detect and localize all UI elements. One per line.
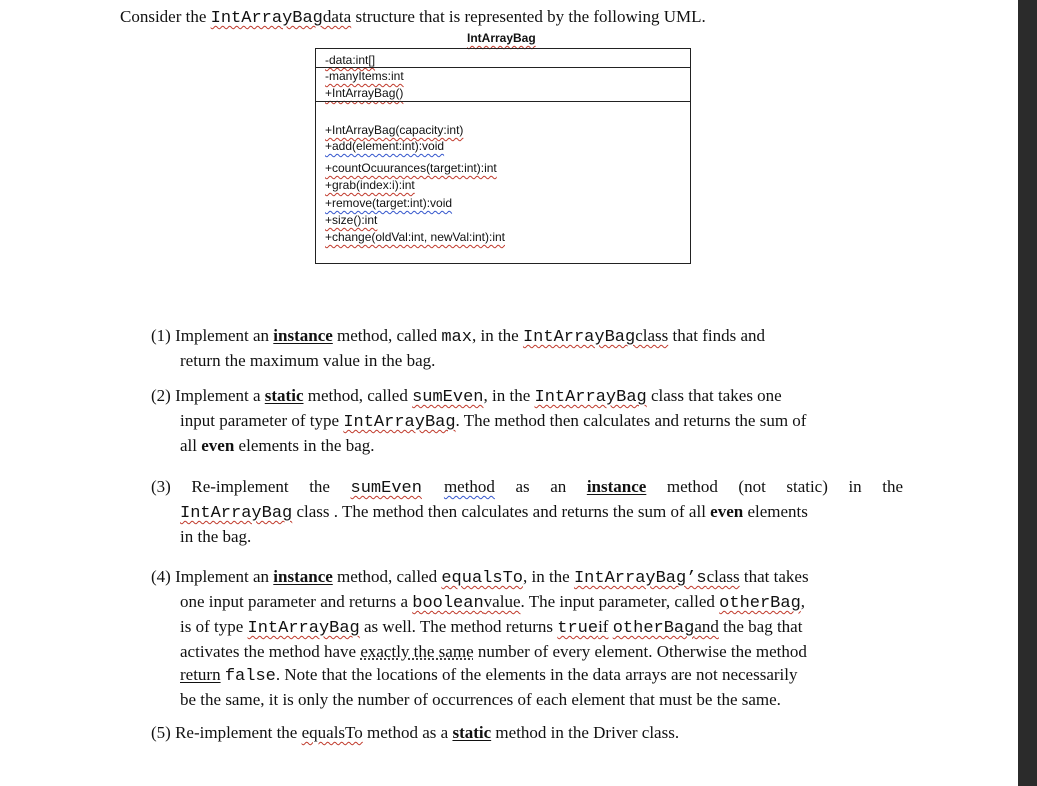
text: is of type (180, 617, 248, 636)
text: method in the Driver class. (491, 723, 680, 742)
code-sumeven: sumEven (350, 479, 422, 498)
code-false: false (224, 667, 276, 686)
phrase-exactly-the-same: exactly the same (360, 642, 474, 661)
question-4 (151, 565, 906, 711)
uml-constructor: +IntArrayBag() (325, 86, 404, 100)
intro-prefix: Consider the (120, 7, 211, 26)
emphasis-static: static (452, 723, 492, 742)
uml-method-change: +change(oldVal:int, newVal:int):int (325, 230, 505, 244)
uml-divider (316, 101, 690, 102)
code-true: true (557, 619, 599, 638)
uml-method-size: +size():int (325, 213, 378, 227)
uml-method-add: +add(element:int):void (325, 139, 445, 153)
text: all (180, 436, 202, 455)
text: class (706, 567, 740, 586)
text: method, called (332, 567, 442, 586)
text: elements (743, 502, 808, 521)
text: Implement an (170, 567, 274, 586)
text: number of every element. Otherwise the method (473, 642, 807, 661)
text: input parameter of type (180, 411, 344, 430)
question-3 (151, 475, 903, 548)
question-2 (151, 384, 906, 457)
text: Re-implement the (170, 723, 302, 742)
text: , in the (471, 326, 523, 345)
text: class that takes one (646, 386, 782, 405)
code-intarraybag: IntArrayBag’s (573, 569, 707, 588)
emphasis-instance: instance (273, 326, 333, 345)
text: . The method then calculates and returns the sum of (455, 411, 807, 430)
text: method, called (303, 386, 413, 405)
emphasis-even: even (710, 502, 744, 521)
uml-method-grab: +grab(index:i):int (325, 178, 415, 192)
question-number: (3) (151, 477, 171, 496)
text: as an (494, 477, 587, 496)
code-equalsto: equalsTo (441, 569, 523, 588)
code-max: max (441, 328, 472, 347)
word-equalsto: equalsTo (301, 723, 363, 742)
text: Implement an (170, 326, 274, 345)
text: Re-implement the (170, 477, 351, 496)
question-number: (5) (151, 723, 171, 742)
text: value (483, 592, 521, 611)
text: that takes (739, 567, 809, 586)
text: , in the (483, 386, 535, 405)
text: activates the method have (180, 642, 361, 661)
text: the bag that (718, 617, 803, 636)
emphasis-even: even (201, 436, 235, 455)
text: . Note that the locations of the elements in the data arrays are not necessarily (275, 665, 798, 684)
text: . The input parameter, called (520, 592, 720, 611)
intro-word-data: data (322, 7, 352, 26)
word-return: return (180, 665, 221, 684)
text: class . The method then calculates and returns the sum of all (292, 502, 711, 521)
code-intarraybag: IntArrayBag (343, 413, 456, 432)
question-line: return the maximum value in the bag. (180, 351, 436, 370)
question-number: (1) (151, 326, 171, 345)
uml-method-remove: +remove(target:int):void (325, 196, 453, 210)
uml-field-manyitems: -manyItems:int (325, 69, 404, 83)
text: one input parameter and returns a (180, 592, 413, 611)
uml-diagram (315, 48, 691, 264)
text: if (598, 617, 609, 636)
text: class (635, 326, 669, 345)
question-line: be the same, it is only the number of occurrences of each element that must be the same. (180, 690, 781, 709)
intro-suffix: structure that is represented by the following UML. (351, 7, 706, 26)
text: , (800, 592, 806, 611)
emphasis-instance: instance (586, 477, 647, 496)
text: as well. The method returns (359, 617, 558, 636)
code-intarraybag: IntArrayBag (180, 504, 293, 523)
text: method as a (362, 723, 453, 742)
text: that finds and (668, 326, 766, 345)
code-boolean: boolean (412, 594, 484, 613)
question-1 (151, 324, 906, 372)
intro-sentence (120, 7, 706, 28)
question-number: (2) (151, 386, 171, 405)
text: Implement a (170, 386, 265, 405)
code-otherbag: otherBag (612, 619, 695, 638)
uml-method-countocuurances: +countOcuurances(target:int):int (325, 161, 497, 175)
text: and (694, 617, 719, 636)
text: elements in the bag. (234, 436, 375, 455)
emphasis-static: static (264, 386, 304, 405)
code-otherbag: otherBag (719, 594, 801, 613)
uml-field-data: -data:int[] (325, 53, 376, 67)
emphasis-instance: instance (273, 567, 333, 586)
word-method: method (443, 477, 495, 496)
text: method, called (332, 326, 442, 345)
window-scrollbar[interactable] (1018, 0, 1037, 786)
intro-class-name: IntArrayBag (210, 9, 323, 28)
code-intarraybag: IntArrayBag (534, 388, 647, 407)
code-intarraybag: IntArrayBag (522, 328, 636, 347)
text: , in the (522, 567, 574, 586)
question-line: in the bag. (180, 527, 252, 546)
uml-method-constructor-capacity: +IntArrayBag(capacity:int) (325, 123, 464, 137)
text: method (not static) in the (646, 477, 903, 496)
question-5 (151, 721, 906, 744)
code-intarraybag: IntArrayBag (247, 619, 360, 638)
uml-divider (316, 67, 690, 68)
uml-class-title: IntArrayBag (467, 31, 536, 45)
code-sumeven: sumEven (412, 388, 484, 407)
question-number: (4) (151, 567, 171, 586)
